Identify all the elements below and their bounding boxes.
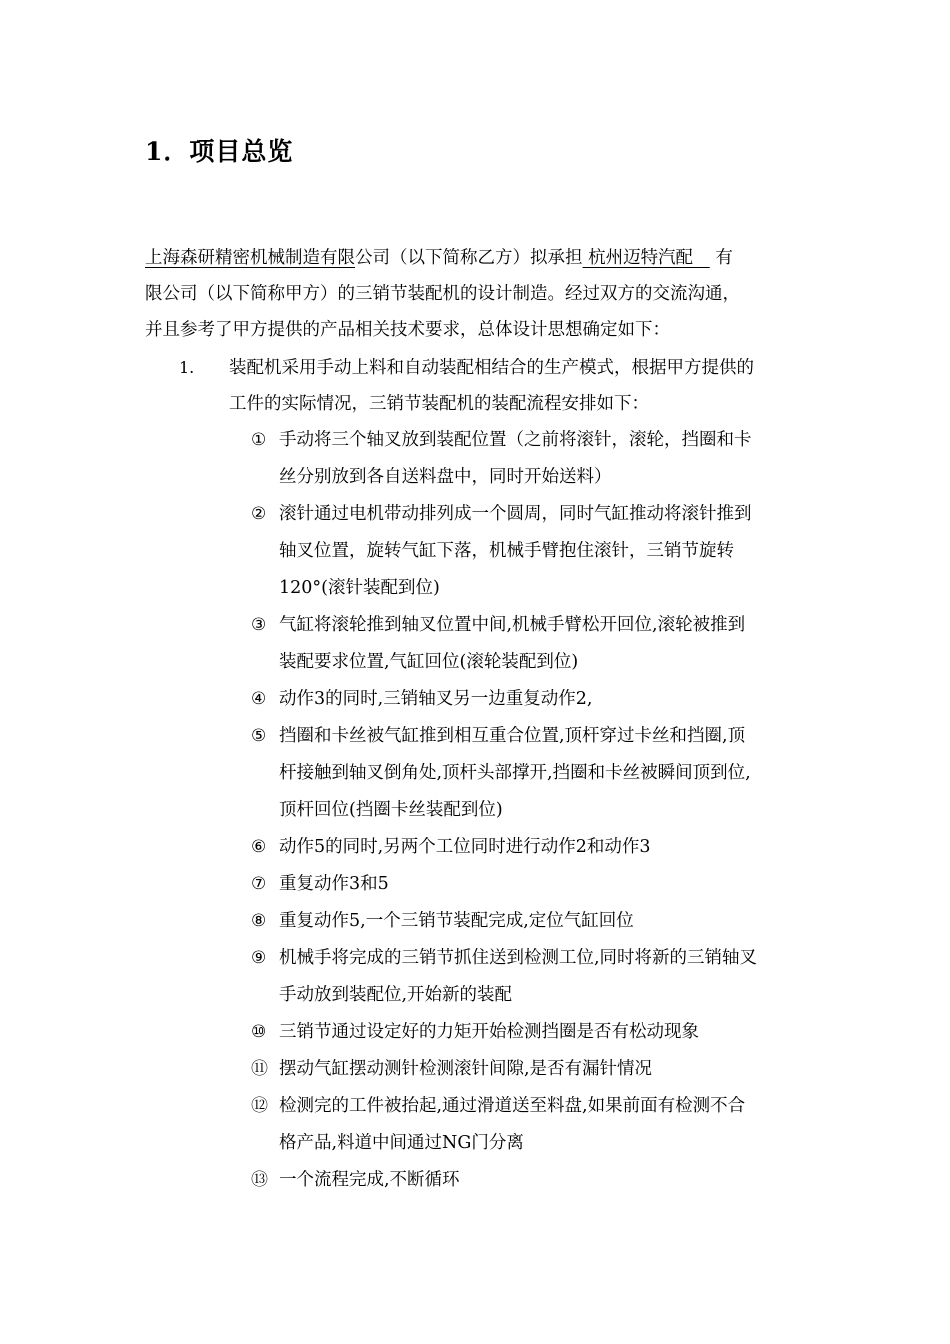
step-line: 动作5的同时,另两个工位同时进行动作2和动作3 — [279, 837, 651, 857]
list-item-number: 1. — [179, 358, 195, 377]
step-item — [251, 496, 810, 607]
step-line: 一个流程完成,不断循环 — [279, 1170, 460, 1190]
step-item — [251, 866, 810, 903]
step-line: 气缸将滚轮推到轴叉位置中间,机械手臂松开回位,滚轮被推到 — [279, 615, 746, 635]
step-item — [251, 422, 810, 496]
step-marker: ⑫ — [251, 1096, 268, 1116]
step-item — [251, 607, 810, 681]
numbered-list — [145, 350, 810, 1199]
step-line: 手动放到装配位,开始新的装配 — [279, 985, 513, 1005]
step-line: 丝分别放到各自送料盘中，同时开始送料） — [279, 467, 612, 487]
step-item — [251, 1162, 810, 1199]
step-line: 120°(滚针装配到位) — [279, 578, 440, 598]
intro-line-2: 限公司（以下简称甲方）的三销节装配机的设计制造。经过双方的交流沟通， — [145, 284, 740, 304]
step-line: 格产品,料道中间通过NG门分离 — [279, 1133, 524, 1153]
step-marker: ⑨ — [251, 948, 267, 968]
step-marker: ⑪ — [251, 1059, 268, 1079]
step-line: 重复动作5,一个三销节装配完成,定位气缸回位 — [279, 911, 634, 931]
list-item-line: 装配机采用手动上料和自动装配相结合的生产模式，根据甲方提供的 — [229, 358, 754, 378]
step-marker: ⑥ — [251, 837, 267, 857]
step-item — [251, 829, 810, 866]
step-marker: ⑤ — [251, 726, 267, 746]
intro-text-mid: 公司（以下简称乙方）拟承担 — [355, 248, 583, 268]
intro-line-1 — [145, 240, 810, 276]
step-line: 顶杆回位(挡圈卡丝装配到位) — [279, 800, 503, 820]
step-line: 动作3的同时,三销轴叉另一边重复动作2, — [279, 689, 593, 709]
step-line: 轴叉位置，旋转气缸下落，机械手臂抱住滚针，三销节旋转 — [279, 541, 734, 561]
step-item — [251, 940, 810, 1014]
list-item-line: 工件的实际情况，三销节装配机的装配流程安排如下： — [229, 394, 649, 414]
company-b-name: 上海森研精密机械制造有限 — [145, 248, 355, 268]
step-list — [145, 422, 810, 1199]
step-marker: ② — [251, 504, 267, 524]
step-marker: ⑦ — [251, 874, 267, 894]
company-a-name: 杭州迈特汽配 — [582, 248, 710, 268]
step-item — [251, 1088, 810, 1162]
step-item — [251, 1014, 810, 1051]
step-line: 滚针通过电机带动排列成一个圆周，同时气缸推动将滚针推到 — [279, 504, 752, 524]
step-item — [251, 681, 810, 718]
step-marker: ⑬ — [251, 1170, 268, 1190]
step-line: 杆接触到轴叉倒角处,顶杆头部撑开,挡圈和卡丝被瞬间顶到位, — [279, 763, 751, 783]
intro-line-3: 并且参考了甲方提供的产品相关技术要求，总体设计思想确定如下： — [145, 320, 670, 340]
step-marker: ④ — [251, 689, 267, 709]
step-item — [251, 1051, 810, 1088]
step-marker: ⑩ — [251, 1022, 267, 1042]
step-item — [251, 718, 810, 829]
section-heading: 1．项目总览 — [145, 137, 294, 166]
intro-paragraph — [145, 240, 810, 348]
step-line: 手动将三个轴叉放到装配位置（之前将滚针，滚轮，挡圈和卡 — [279, 430, 752, 450]
step-item — [251, 903, 810, 940]
intro-text-end: 有 — [715, 248, 733, 268]
step-line: 三销节通过设定好的力矩开始检测挡圈是否有松动现象 — [279, 1022, 699, 1042]
step-marker: ③ — [251, 615, 267, 635]
list-item — [145, 350, 810, 422]
step-line: 检测完的工件被抬起,通过滑道送至料盘,如果前面有检测不合 — [279, 1096, 746, 1116]
step-line: 重复动作3和5 — [279, 874, 389, 894]
step-marker: ① — [251, 430, 267, 450]
step-line: 机械手将完成的三销节抓住送到检测工位,同时将新的三销轴叉 — [279, 948, 758, 968]
step-line: 摆动气缸摆动测针检测滚针间隙,是否有漏针情况 — [279, 1059, 653, 1079]
step-line: 挡圈和卡丝被气缸推到相互重合位置,顶杆穿过卡丝和挡圈,顶 — [279, 726, 746, 746]
step-marker: ⑧ — [251, 911, 267, 931]
step-line: 装配要求位置,气缸回位(滚轮装配到位) — [279, 652, 579, 672]
